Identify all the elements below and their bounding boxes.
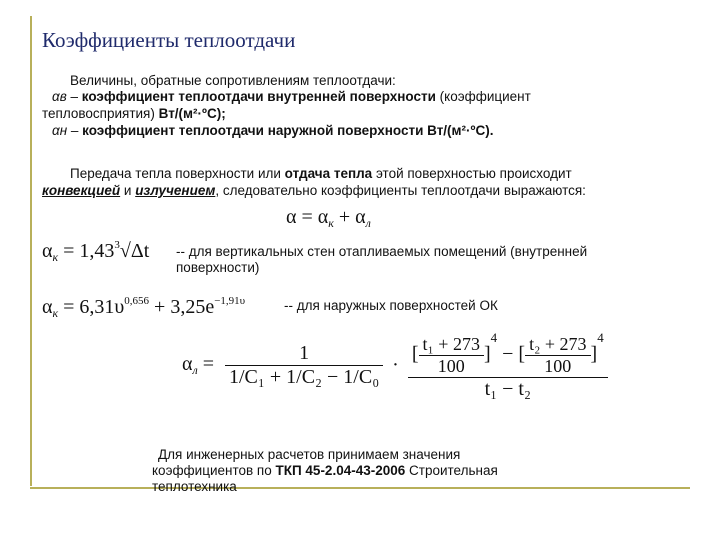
- alpha-outer-symbol: αн: [52, 123, 68, 138]
- slide-border-left: [30, 16, 32, 486]
- alpha-inner-line-2: тепловосприятия) Вт/(м²·ºС);: [42, 106, 226, 121]
- radiation-term: излучением: [135, 183, 216, 198]
- footer-line-2: коэффициентов по ТКП 45-2.04-43-2006 Строительная: [152, 463, 498, 478]
- alpha-inner-definition: коэффициент теплоотдачи внутренней поверхности: [81, 89, 436, 104]
- standard-reference: ТКП 45-2.04-43-2006: [275, 463, 406, 478]
- page-title: Коэффициенты теплоотдачи: [42, 28, 296, 52]
- slide-border-bottom: [30, 487, 690, 489]
- intro-line: Величины, обратные сопротивлениям теплоотдачи:: [70, 73, 396, 88]
- formula-alpha-radiation: $\alpha_л$ = $\frac{1}{\text{1/C₁ + 1/C₂ − 1/C₀}}$ · [ $\frac{\text{t₁ + 273}}{100}$ ]$^4$ − [ $\frac{\text{t₂ + 273}}{100}$ ]$^4$ t₁ − t₂: [182, 330, 608, 401]
- radiation-coefficient-fraction: $\frac{1}{\text{1/C₁ + 1/C₂ − 1/C₀}}$: [225, 342, 383, 389]
- formula-alpha-sum: $\alpha = \alpha_к + \alpha_л$: [286, 206, 371, 230]
- footer-line-3: теплотехника: [152, 479, 237, 494]
- temperature-term-fraction: [ $\frac{\text{t₁ + 273}}{100}$ ]$^4$ − [ $\frac{\text{t₂ + 273}}{100}$ ]$^4$ t₁ − t₂: [408, 330, 608, 401]
- alpha-inner-line: αв – коэффициент теплоотдачи внутренней поверхности (коэффициент: [52, 89, 531, 104]
- footer-line-1: Для инженерных расчетов принимаем значения: [158, 447, 461, 462]
- formula-alpha-k-outer: $\alpha_к = 6,31\upsilon^{0,656} + 3,25e^{-1,91\upsilon}$: [42, 295, 246, 320]
- heat-release-term: отдача тепла: [284, 166, 373, 181]
- note-vertical-walls-2: поверхности): [176, 260, 260, 275]
- heat-transfer-paragraph-2: конвекцией и излучением, следовательно коэффициенты теплоотдачи выражаются:: [42, 183, 586, 198]
- heat-transfer-paragraph-1: Передача тепла поверхности или отдача тепла этой поверхностью происходит: [70, 166, 572, 181]
- note-outer-surfaces: -- для наружных поверхностей ОК: [284, 298, 498, 313]
- formula-alpha-k-vertical: $\alpha_к = 1,43^3√\Delta t$: [42, 239, 150, 264]
- note-vertical-walls: -- для вертикальных стен отапливаемых помещений (внутренней: [176, 244, 588, 259]
- alpha-outer-definition: коэффициент теплоотдачи наружной поверхности Вт/(м²·ºС).: [82, 123, 494, 138]
- alpha-inner-unit: Вт/(м²·ºС);: [158, 106, 226, 121]
- alpha-inner-symbol: αв: [52, 89, 67, 104]
- alpha-outer-line: αн – коэффициент теплоотдачи наружной поверхности Вт/(м²·ºС).: [52, 123, 494, 138]
- convection-term: конвекцией: [42, 183, 121, 198]
